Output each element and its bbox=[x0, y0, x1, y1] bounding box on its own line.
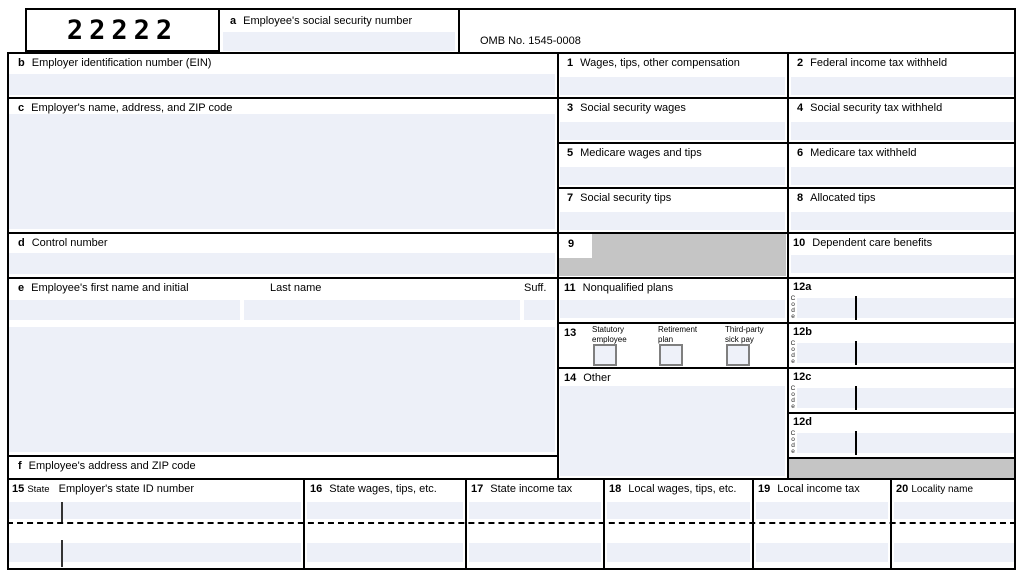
box16-label: State wages, tips, etc. bbox=[329, 483, 437, 495]
divider bbox=[7, 97, 1016, 99]
box-a bbox=[220, 8, 460, 52]
state-tax-field-row1[interactable] bbox=[469, 502, 601, 519]
divider bbox=[557, 142, 1016, 144]
box1-number: 1 bbox=[567, 57, 574, 69]
state-column-divider-row1 bbox=[61, 502, 63, 523]
box12c-number: 12c bbox=[793, 371, 812, 383]
state-column-divider-row2 bbox=[61, 540, 63, 567]
box12b-code-label: Code bbox=[789, 340, 797, 364]
box-d-letter: d bbox=[18, 237, 25, 249]
box17-label: State income tax bbox=[490, 483, 573, 495]
locality-name-field-row2[interactable] bbox=[894, 543, 1014, 562]
box9-number: 9 bbox=[568, 238, 575, 250]
third-party-sick-pay-checkbox[interactable] bbox=[726, 344, 750, 366]
locality-name-field-row1[interactable] bbox=[894, 502, 1014, 519]
ss-wages-field[interactable] bbox=[560, 122, 785, 140]
allocated-tips-field[interactable] bbox=[791, 212, 1014, 230]
employee-ssn-field[interactable] bbox=[223, 32, 455, 51]
box-c-label: Employer's name, address, and ZIP code bbox=[31, 102, 233, 114]
medicare-tax-field[interactable] bbox=[791, 167, 1014, 185]
divider bbox=[557, 187, 1016, 189]
box-e-suffix-label: Suff. bbox=[524, 282, 547, 294]
omb-label: OMB No. 1545-0008 bbox=[480, 35, 581, 47]
local-wages-field-row2[interactable] bbox=[607, 543, 750, 562]
divider bbox=[752, 478, 754, 570]
box-a-letter: a bbox=[230, 15, 237, 27]
box20-label: Locality name bbox=[911, 484, 974, 495]
box5-label: Medicare wages and tips bbox=[580, 147, 702, 159]
statutory-employee-checkbox[interactable] bbox=[593, 344, 617, 366]
box11-label: Nonqualified plans bbox=[582, 282, 674, 294]
state-id-field-row1[interactable] bbox=[9, 502, 301, 519]
divider bbox=[7, 232, 1016, 234]
box13-number: 13 bbox=[564, 327, 577, 339]
box-f-label: Employee's address and ZIP code bbox=[28, 460, 196, 472]
state-wages-field-row2[interactable] bbox=[307, 543, 463, 562]
omb-box bbox=[460, 8, 1016, 52]
divider bbox=[303, 478, 305, 570]
box12c-code-divider bbox=[855, 386, 857, 410]
box12d-number: 12d bbox=[793, 416, 812, 428]
last-name-field[interactable] bbox=[244, 300, 520, 320]
box12a-code-divider bbox=[855, 296, 857, 320]
divider bbox=[787, 412, 1016, 414]
employer-name-address-field[interactable] bbox=[9, 114, 555, 229]
box-d-label: Control number bbox=[31, 237, 108, 249]
box4-label: Social security tax withheld bbox=[810, 102, 943, 114]
box19-number: 19 bbox=[758, 483, 771, 495]
box9-shaded-area bbox=[559, 234, 786, 276]
box-e-last-label: Last name bbox=[270, 282, 322, 294]
box1-label: Wages, tips, other compensation bbox=[580, 57, 740, 69]
box15-label: Employer's state ID number bbox=[58, 483, 195, 495]
divider bbox=[603, 478, 605, 570]
dependent-care-field[interactable] bbox=[791, 255, 1014, 273]
box15-state-label: State bbox=[27, 484, 50, 495]
wages-field[interactable] bbox=[560, 77, 785, 95]
medicare-wages-field[interactable] bbox=[560, 167, 785, 185]
box12c-field[interactable] bbox=[797, 388, 1014, 408]
box14-number: 14 bbox=[564, 372, 577, 384]
box8-label: Allocated tips bbox=[810, 192, 876, 204]
divider bbox=[7, 277, 1016, 279]
box4-number: 4 bbox=[797, 102, 804, 114]
box15-number: 15 bbox=[12, 483, 25, 495]
box12c-code-label: Code bbox=[789, 385, 797, 409]
box7-number: 7 bbox=[567, 192, 574, 204]
divider bbox=[787, 52, 789, 478]
box12d-code-label: Code bbox=[789, 430, 797, 454]
suffix-field[interactable] bbox=[524, 300, 555, 320]
box16-number: 16 bbox=[310, 483, 323, 495]
box-b-label: Employer identification number (EIN) bbox=[31, 57, 212, 69]
box-f-letter: f bbox=[18, 460, 22, 472]
box11-number: 11 bbox=[564, 282, 576, 294]
employee-address-field[interactable] bbox=[9, 327, 555, 452]
box-c-letter: c bbox=[18, 102, 25, 114]
third-party-sick-pay-label: Third-party sick pay bbox=[725, 325, 764, 344]
box12-shaded-strip bbox=[789, 459, 1014, 478]
box12b-field[interactable] bbox=[797, 343, 1014, 363]
ein-field[interactable] bbox=[9, 74, 555, 95]
nonqualified-plans-field[interactable] bbox=[560, 300, 785, 318]
box12b-code-divider bbox=[855, 341, 857, 365]
divider bbox=[465, 478, 467, 570]
divider bbox=[7, 478, 1016, 480]
box6-label: Medicare tax withheld bbox=[810, 147, 917, 159]
box2-label: Federal income tax withheld bbox=[810, 57, 948, 69]
box14-label: Other bbox=[583, 372, 611, 384]
control-number-field[interactable] bbox=[9, 253, 555, 274]
box2-number: 2 bbox=[797, 57, 804, 69]
box-a-label: Employee's social security number bbox=[243, 15, 413, 27]
federal-tax-field[interactable] bbox=[791, 77, 1014, 95]
box17-number: 17 bbox=[471, 483, 484, 495]
box3-number: 3 bbox=[567, 102, 574, 114]
box8-number: 8 bbox=[797, 192, 804, 204]
retirement-plan-checkbox[interactable] bbox=[659, 344, 683, 366]
batch-code-box: 22222 bbox=[25, 8, 220, 52]
statutory-employee-label: Statutory employee bbox=[592, 325, 627, 344]
box12d-code-divider bbox=[855, 431, 857, 455]
row-separator-dashed bbox=[7, 522, 1016, 524]
box6-number: 6 bbox=[797, 147, 804, 159]
box-e-letter: e bbox=[18, 282, 25, 294]
ss-tips-field[interactable] bbox=[560, 212, 785, 230]
ss-tax-field[interactable] bbox=[791, 122, 1014, 140]
local-wages-field-row1[interactable] bbox=[607, 502, 750, 519]
box19-label: Local income tax bbox=[777, 483, 860, 495]
box9-label-chip bbox=[559, 234, 592, 258]
first-name-field[interactable] bbox=[9, 300, 240, 320]
local-tax-field-row2[interactable] bbox=[756, 543, 888, 562]
local-tax-field-row1[interactable] bbox=[756, 502, 888, 519]
divider bbox=[7, 455, 559, 457]
retirement-plan-label: Retirement plan bbox=[658, 325, 698, 344]
box7-label: Social security tips bbox=[580, 192, 672, 204]
divider bbox=[890, 478, 892, 570]
state-wages-field-row1[interactable] bbox=[307, 502, 463, 519]
box3-label: Social security wages bbox=[580, 102, 686, 114]
box12a-field[interactable] bbox=[797, 298, 1014, 318]
box-e-first-label: Employee's first name and initial bbox=[31, 282, 189, 294]
other-field[interactable] bbox=[560, 386, 785, 476]
box20-number: 20 bbox=[896, 483, 909, 495]
box12b-number: 12b bbox=[793, 326, 812, 338]
state-id-field-row2[interactable] bbox=[9, 543, 301, 562]
box18-number: 18 bbox=[609, 483, 622, 495]
box10-label: Dependent care benefits bbox=[812, 237, 933, 249]
box12d-field[interactable] bbox=[797, 433, 1014, 453]
box10-number: 10 bbox=[793, 237, 806, 249]
box18-label: Local wages, tips, etc. bbox=[628, 483, 737, 495]
box5-number: 5 bbox=[567, 147, 574, 159]
box12a-code-label: Code bbox=[789, 295, 797, 319]
box-b-letter: b bbox=[18, 57, 25, 69]
box12a-number: 12a bbox=[793, 281, 812, 293]
divider bbox=[557, 367, 1016, 369]
divider bbox=[557, 322, 1016, 324]
state-tax-field-row2[interactable] bbox=[469, 543, 601, 562]
